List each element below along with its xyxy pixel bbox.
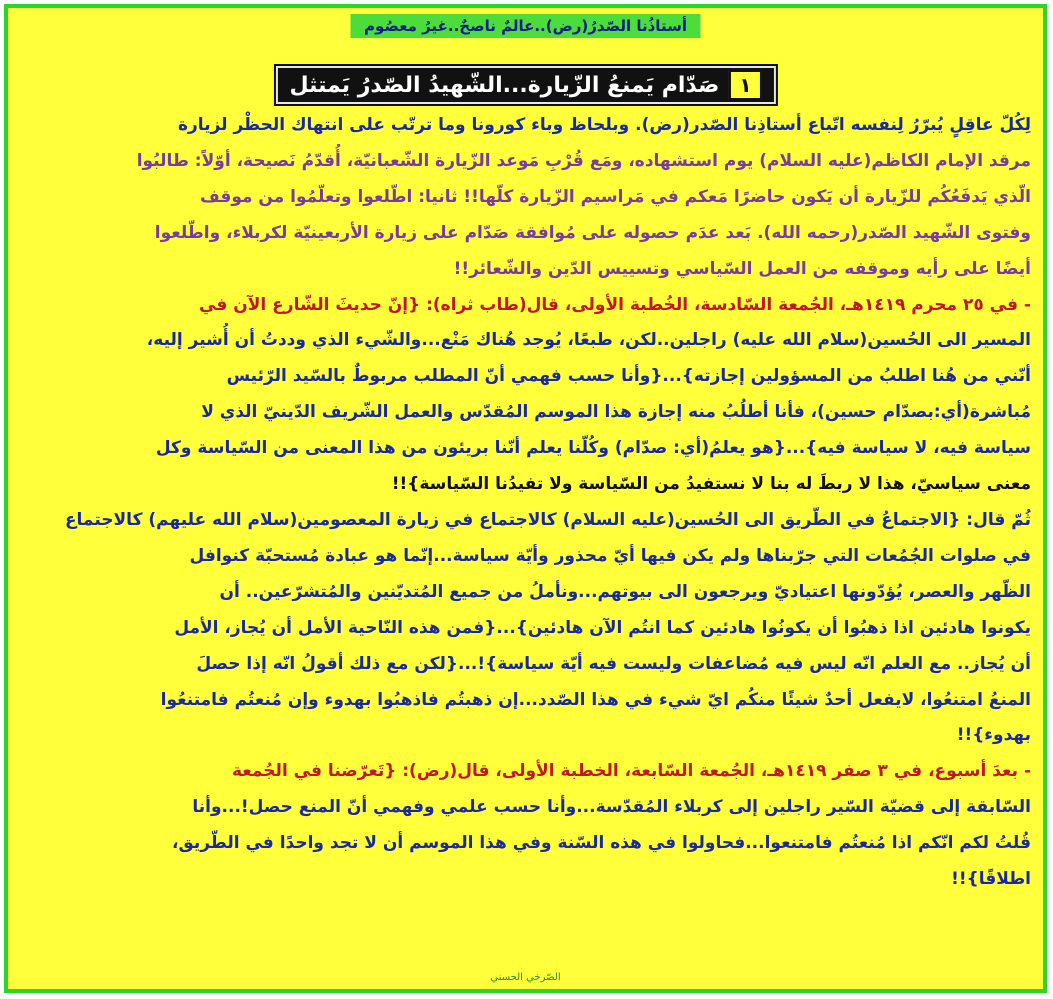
text-line: ثُمّ قال: {الاجتماعُ في الطّريق الى الحُسين(عليه السلام) كالاجتماع في زيارة المعصومين(سلام الله عليهم) كالاجتماع xyxy=(64,509,1031,530)
text-line: في صلوات الجُمُعات التي جرّبناها ولم يكن فيها أيّ محذور وأيّة سياسة...إنّما هو عبادة مُستحبّة كنوافل xyxy=(189,545,1031,566)
text-line: سياسة فيه، لا سياسة فيه}...{هو يعلمُ(أي: صدّام) وكُلّنا يعلم أنّنا بريئون من هذا المعنى من السّياسة وكل xyxy=(155,438,1031,459)
text-line: لِكُلّ عاقِلٍ يُبرّرُ لِنفسه اتّباع أستاذِنا الصّدر(رض). وبلحاظ وباء كورونا وما ترتّب على انتهاك الحظْر لزيارة xyxy=(177,115,1031,135)
text-line: يكونوا هادئين اذا ذهبُوا أن يكونُوا هادئين كما انتُم الآن هادئين}...{فمن هذه النّاحية الأمل أن يُجاز، الأمل xyxy=(174,617,1031,638)
title-number: ١ xyxy=(729,70,761,100)
text-line: قُلتُ لكم انّكم اذا مُنعتُم فامتنعوا...فحاولوا في هذه السّنة وفي هذا الموسم أن لا تجد واحدًا في الطّريق، xyxy=(172,833,1031,854)
text-line: الّذي يَدفَعُكُم للزّيارة أن يَكون حاضرًا مَعكم في مَراسيم الزّيارة كلّها!! ثانيا: اطّلعوا وتعلّمُوا من موقف xyxy=(199,186,1031,207)
text-line: أن يُجاز.. مع العلم انّه ليس فيه مُضاعفات وليست فيه أيّة سياسة}!...{لكن مع ذلك أقولُ انّه إذا حصلَ xyxy=(196,653,1031,674)
title-text: صَدّام يَمنعُ الزّيارة...الشّهيدُ الصّدرُ يَمتثل xyxy=(289,72,720,98)
text-line: السّابقة إلى قضيّة السّير راجلين إلى كربلاء المُقدّسة...وأنا حسب علمي وفهمي أنّ المنع حصل!...وأنا xyxy=(192,797,1031,818)
page-frame xyxy=(4,4,1047,993)
text-line: وفتوى الشّهيد الصّدر(رحمه الله). بَعد عدَم حصوله على مُوافقة صَدّام على زيارة الأربعينيّة لكربلاء، واطّلعوا xyxy=(154,222,1031,243)
text-line: الظّهر والعصر، يُؤدّونها اعتياديّ ويرجعون الى بيوتهم...ونأملُ من جميع المُتديّنين والمُتشرّعين.. أن xyxy=(219,581,1031,602)
text-line: معنى سياسيّ، هذا لا ربطَ له بنا لا نستفيدُ من السّياسة ولا تفيدُنا السّياسة}!! xyxy=(391,474,1031,495)
text-line: بهدوء}!! xyxy=(956,725,1031,746)
text-line: أنّني من هُنا اطلبُ من المسؤولين إجازته}...{وأنا حسب فهمي أنّ المطلب مربوطٌ بالسّيد الرّئيس xyxy=(226,366,1031,387)
title-bar xyxy=(275,66,775,104)
text-line: اطلاقًا}!! xyxy=(951,869,1031,890)
text-line: - في ٢٥ محرم ١٤١٩هـ، الجُمعة السّادسة، الخُطبة الأولى، قال(طاب ثراه): {إنّ حديثَ الشّارع الآن في xyxy=(199,294,1031,315)
text-line: المنعُ امتنعُوا، لايفعل أحدٌ شيئًا منكُم ايّ شيء في هذا الصّدد...إن ذهبتُم فاذهبُوا بهدوء وإن مُنعتُم فامتنعُوا xyxy=(160,689,1031,710)
article-body xyxy=(20,108,1031,961)
text-line: مُباشرة(أي:بصدّام حسين)، فأنا أطلُبُ منه إجازة هذا الموسم المُقدّس والعمل الشّريف الدّينيّ الذي لا xyxy=(201,402,1031,423)
text-line: مرقد الإمام الكاظم(عليه السلام) يوم استشهاده، ومَع قُرْبِ مَوعد الزّيارة الشّعبانيّة، أُقدّمُ نَصيحة، أوّلاً: طالبُوا xyxy=(136,150,1031,171)
header-banner: أستاذُنا الصّدرُ(رض)..عالمٌ ناصحٌ..غيرُ معصُوم xyxy=(350,14,701,38)
text-line: أيضًا على رأيه وموقفه من العمل السّياسي وتسييس الدّين والشّعائر!! xyxy=(453,258,1031,279)
text-line: - بعدَ أسبوع، في ٣ صفر ١٤١٩هـ، الجُمعة السّابعة، الخطبة الأولى، قال(رض): {تَعرّضنا في الجُمعة xyxy=(232,761,1031,782)
footer-credit: الصّرخي الحسني xyxy=(490,972,561,983)
text-line: المسير الى الحُسين(سلام الله عليه) راجلين..لكن، طبعًا، يُوجد هُناك مَنْع...والشّيء الذي وددتُ أن أُشير إليه، xyxy=(146,330,1031,351)
